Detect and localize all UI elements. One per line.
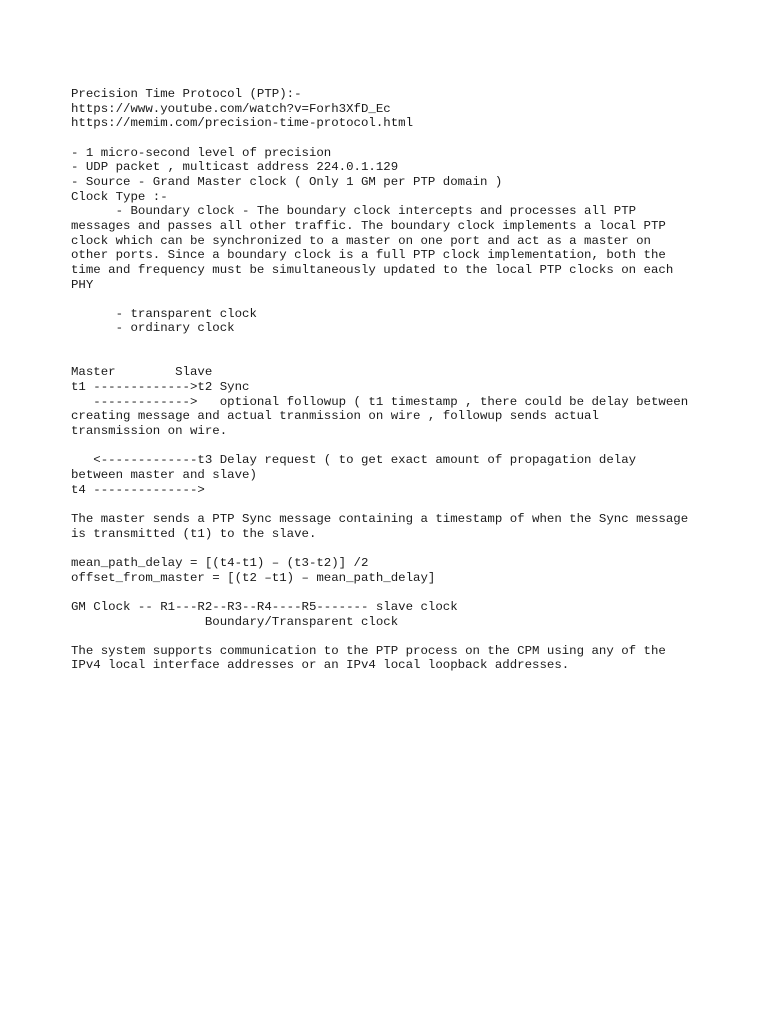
document-body — [71, 87, 751, 673]
boundary-clock-line: messages and passes all other traffic. The boundary clock implements a local PTP — [71, 218, 666, 233]
blank-line — [71, 336, 751, 351]
boundary-clock-line: PHY — [71, 277, 94, 292]
delay-request-line: between master and slave) — [71, 467, 257, 482]
blank-line — [71, 541, 751, 556]
boundary-clock-line: time and frequency must be simultaneously updated to the local PTP clocks on each — [71, 262, 674, 277]
sync-description: The master sends a PTP Sync message containing a timestamp of when the Sync message — [71, 511, 689, 526]
gm-clock-chain: GM Clock -- R1---R2--R3--R4----R5------- slave clock — [71, 599, 458, 614]
blank-line — [71, 131, 751, 146]
followup-line: creating message and actual tranmission on wire , followup sends actual — [71, 409, 599, 424]
ordinary-clock-item: - ordinary clock — [71, 321, 235, 336]
master-slave-header: Master Slave — [71, 365, 213, 380]
blank-line — [71, 585, 751, 600]
boundary-clock-line: clock which can be synchronized to a master on one port and act as a master on — [71, 233, 651, 248]
offset-from-master-formula: offset_from_master = [(t2 –t1) – mean_path_delay] — [71, 570, 436, 585]
boundary-clock-line: - Boundary clock - The boundary clock intercepts and processes all PTP — [71, 204, 637, 219]
bullet-precision: - 1 micro-second level of precision — [71, 145, 332, 160]
boundary-clock-line: other ports. Since a boundary clock is a full PTP clock implementation, both the — [71, 248, 666, 263]
transparent-clock-item: - transparent clock — [71, 306, 257, 321]
blank-line — [71, 497, 751, 512]
blank-line — [71, 629, 751, 644]
blank-line — [71, 439, 751, 454]
gm-clock-chain-caption: Boundary/Transparent clock — [71, 614, 399, 629]
system-support-text: The system supports communication to the PTP process on the CPM using any of the — [71, 643, 666, 658]
youtube-link[interactable]: https://www.youtube.com/watch?v=Forh3XfD_Ec — [71, 101, 391, 116]
clock-type-heading: Clock Type :- — [71, 189, 168, 204]
delay-response-line: t4 --------------> — [71, 482, 205, 497]
system-support-text: IPv4 local interface addresses or an IPv4 local loopback addresses. — [71, 658, 570, 673]
mean-path-delay-formula: mean_path_delay = [(t4-t1) – (t3-t2)] /2 — [71, 555, 369, 570]
memim-link[interactable]: https://memim.com/precision-time-protocol.html — [71, 116, 414, 131]
sync-description: is transmitted (t1) to the slave. — [71, 526, 317, 541]
sync-line: t1 ------------->t2 Sync — [71, 380, 250, 395]
followup-line: transmission on wire. — [71, 424, 228, 439]
delay-request-line: <-------------t3 Delay request ( to get exact amount of propagation delay — [71, 453, 637, 468]
followup-line: -------------> optional followup ( t1 timestamp , there could be delay between — [71, 394, 689, 409]
bullet-source: - Source - Grand Master clock ( Only 1 GM per PTP domain ) — [71, 174, 503, 189]
blank-line — [71, 292, 751, 307]
blank-line — [71, 351, 751, 366]
doc-title: Precision Time Protocol (PTP):- — [71, 87, 302, 101]
bullet-udp: - UDP packet , multicast address 224.0.1.129 — [71, 160, 399, 175]
